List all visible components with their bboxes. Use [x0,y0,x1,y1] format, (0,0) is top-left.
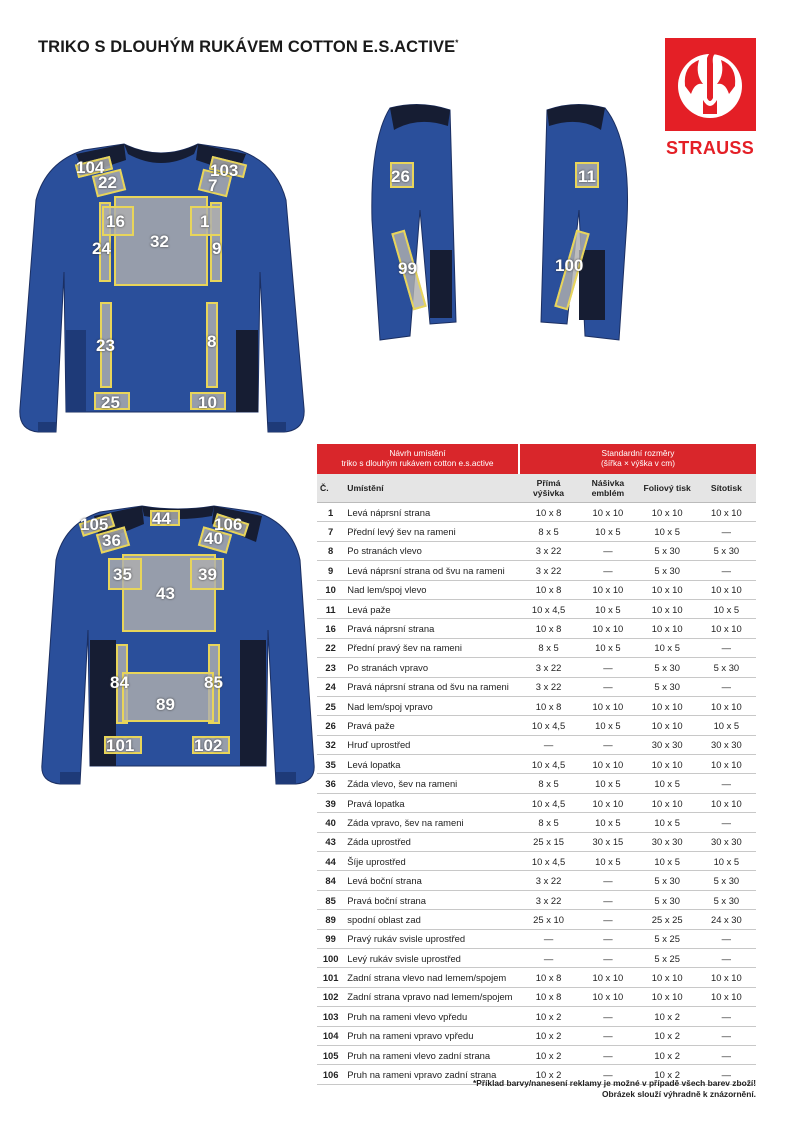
cell-embroidery: 10 x 2 [519,1007,578,1026]
cell-foil: 10 x 10 [638,503,697,522]
cell-location: Záda vlevo, šev na rameni [344,774,519,793]
cell-embroidery: 10 x 8 [519,987,578,1006]
cell-foil: 10 x 10 [638,599,697,618]
cell-no: 1 [317,503,344,522]
cell-embroidery: 10 x 4,5 [519,755,578,774]
cell-screen: — [697,522,756,541]
label-84: 84 [110,673,129,692]
table-row [317,677,756,696]
cell-patch: — [578,658,637,677]
header-sizes-line2: (šířka × výška v cm) [600,458,675,468]
cell-screen: 10 x 10 [697,968,756,987]
table-row [317,658,756,677]
table-row [317,793,756,812]
footnote-line-2: Obrázek slouží výhradně k znázornění. [601,1089,756,1100]
placement-size-table [317,444,756,1085]
cell-screen: — [697,1045,756,1064]
cell-foil: 10 x 2 [638,1007,697,1026]
label-39: 39 [198,565,217,584]
cell-foil: 10 x 5 [638,522,697,541]
cell-foil: 30 x 30 [638,832,697,851]
cell-location: Nad lem/spoj vpravo [344,696,519,715]
page-title: TRIKO S DLOUHÝM RUKÁVEM COTTON E.S.ACTIVE* [38,38,459,56]
cell-patch: 10 x 5 [578,599,637,618]
cell-screen: — [697,813,756,832]
cell-screen: 10 x 10 [697,503,756,522]
table-row [317,987,756,1006]
cell-no: 103 [317,1007,344,1026]
cell-foil: 10 x 10 [638,793,697,812]
label-8: 8 [207,332,217,351]
cell-screen: 10 x 10 [697,619,756,638]
cell-embroidery: 3 x 22 [519,677,578,696]
cell-foil: 5 x 30 [638,658,697,677]
label-43: 43 [156,584,175,603]
cell-embroidery: 10 x 8 [519,503,578,522]
cell-no: 84 [317,871,344,890]
cell-no: 8 [317,541,344,560]
table-row [317,522,756,541]
cell-location: Přední pravý šev na rameni [344,638,519,657]
cell-patch: 10 x 10 [578,987,637,1006]
cell-screen: 5 x 30 [697,871,756,890]
cell-no: 11 [317,599,344,618]
cell-patch: 10 x 10 [578,968,637,987]
cell-embroidery: 8 x 5 [519,813,578,832]
label-23: 23 [96,336,115,355]
cell-location: Pruh na rameni vpravo zadní strana [344,1065,519,1084]
cell-screen: 10 x 10 [697,580,756,599]
cell-foil: 30 x 30 [638,735,697,754]
cell-foil: 25 x 25 [638,910,697,929]
cell-embroidery: 10 x 8 [519,619,578,638]
cell-no: 9 [317,561,344,580]
cell-patch: — [578,871,637,890]
footnote-line-1: *Příklad barvy/nanesení reklamy je možné v případě všech barev zboží! [472,1078,756,1088]
label-100: 100 [555,256,584,275]
cell-patch: — [578,541,637,560]
cell-no: 102 [317,987,344,1006]
label-7: 7 [208,176,218,195]
cell-embroidery: 10 x 2 [519,1045,578,1064]
shirt-side-left-image [535,100,635,345]
cell-location: Pravá lopatka [344,793,519,812]
cell-foil: 10 x 10 [638,968,697,987]
cell-foil: 10 x 5 [638,638,697,657]
table-row [317,561,756,580]
table-row [317,910,756,929]
table-row [317,755,756,774]
cell-foil: 5 x 30 [638,541,697,560]
col-header-screen: Sítotisk [697,474,756,503]
cell-patch: 10 x 5 [578,638,637,657]
cell-foil: 5 x 30 [638,871,697,890]
cell-no: 10 [317,580,344,599]
table-row [317,1045,756,1064]
label-35: 35 [113,565,132,584]
table-row [317,832,756,851]
cell-patch: — [578,1065,637,1084]
cell-embroidery: 8 x 5 [519,774,578,793]
cell-no: 40 [317,813,344,832]
col-header-patch [578,474,637,503]
cell-location: Levý rukáv svisle uprostřed [344,948,519,967]
cell-patch: 30 x 15 [578,832,637,851]
table-row [317,871,756,890]
cell-foil: 10 x 5 [638,813,697,832]
cell-no: 26 [317,716,344,735]
cell-location: Přední levý šev na rameni [344,522,519,541]
cell-no: 89 [317,910,344,929]
cell-embroidery: 10 x 4,5 [519,716,578,735]
cell-embroidery: 3 x 22 [519,890,578,909]
cell-screen: — [697,774,756,793]
cell-patch: — [578,1007,637,1026]
table-row [317,774,756,793]
cell-patch: — [578,735,637,754]
cell-patch: 10 x 5 [578,522,637,541]
cell-embroidery: 10 x 4,5 [519,793,578,812]
cell-patch: 10 x 10 [578,503,637,522]
cell-embroidery: 25 x 10 [519,910,578,929]
header-sizes-line1: Standardní rozměry [601,448,675,459]
cell-no: 104 [317,1026,344,1045]
cell-patch: — [578,677,637,696]
table-row [317,968,756,987]
cell-embroidery: — [519,948,578,967]
brand-name: STRAUSS [665,138,755,158]
cell-location: Zadní strana vpravo nad lemem/spojem [344,987,519,1006]
table-row [317,852,756,871]
cell-patch: — [578,948,637,967]
table-row [317,1026,756,1045]
cell-patch: — [578,910,637,929]
cell-patch: 10 x 5 [578,852,637,871]
cell-location: Nad lem/spoj vlevo [344,580,519,599]
header-placement-line1: Návrh umístění [389,448,446,459]
cell-patch: — [578,561,637,580]
header-placement-line2: triko s dlouhým rukávem cotton e.s.active [341,458,494,468]
cell-screen: 10 x 5 [697,716,756,735]
cell-location: Levá boční strana [344,871,519,890]
cell-no: 39 [317,793,344,812]
cell-embroidery: — [519,929,578,948]
cell-location: Pravý rukáv svisle uprostřed [344,929,519,948]
col-header-no: Č. [317,474,344,503]
cell-embroidery: 25 x 15 [519,832,578,851]
cell-location: Levá paže [344,599,519,618]
cell-location: Po stranách vlevo [344,541,519,560]
cell-location: Pravá paže [344,716,519,735]
shirt-side-view-left [535,100,635,345]
cell-embroidery: 3 x 22 [519,561,578,580]
cell-embroidery: 10 x 8 [519,580,578,599]
table-title-row [317,444,756,474]
cell-foil: 5 x 30 [638,677,697,696]
cell-no: 101 [317,968,344,987]
strauss-bird-icon [665,38,756,131]
cell-embroidery: 10 x 2 [519,1026,578,1045]
table-row [317,929,756,948]
table-row [317,503,756,522]
cell-patch: 10 x 5 [578,813,637,832]
table-row [317,948,756,967]
cell-no: 100 [317,948,344,967]
cell-location: Pravá náprsní strana [344,619,519,638]
cell-no: 105 [317,1045,344,1064]
cell-location: Pruh na rameni vlevo zadní strana [344,1045,519,1064]
cell-location: Pravá náprsní strana od švu na rameni [344,677,519,696]
cell-embroidery: — [519,735,578,754]
cell-no: 44 [317,852,344,871]
cell-no: 43 [317,832,344,851]
cell-foil: 10 x 10 [638,580,697,599]
table-row [317,890,756,909]
table-row [317,696,756,715]
header-standard-sizes [519,444,756,474]
cell-foil: 10 x 10 [638,619,697,638]
cell-foil: 5 x 25 [638,929,697,948]
cell-embroidery: 3 x 22 [519,658,578,677]
cell-no: 85 [317,890,344,909]
table-row [317,1007,756,1026]
label-44: 44 [152,509,171,528]
cell-no: 32 [317,735,344,754]
label-22: 22 [98,173,117,192]
cell-screen: 30 x 30 [697,832,756,851]
cell-no: 106 [317,1065,344,1084]
cell-location: Pruh na rameni vlevo vpředu [344,1007,519,1026]
cell-embroidery: 8 x 5 [519,522,578,541]
label-16: 16 [106,212,125,231]
col-embroidery-line1: Přímá [536,478,561,488]
col-patch-line2: emblém [591,488,625,498]
cell-foil: 5 x 30 [638,890,697,909]
table-row [317,619,756,638]
cell-embroidery: 10 x 8 [519,696,578,715]
table-row [317,716,756,735]
cell-foil: 10 x 5 [638,774,697,793]
label-104: 104 [76,158,105,177]
cell-screen: 10 x 10 [697,987,756,1006]
cell-patch: 10 x 10 [578,619,637,638]
col-header-location: Umístění [344,474,519,503]
cell-no: 23 [317,658,344,677]
cell-embroidery: 10 x 8 [519,968,578,987]
cell-screen: — [697,1007,756,1026]
cell-no: 25 [317,696,344,715]
cell-patch: 10 x 10 [578,696,637,715]
label-106: 106 [214,515,243,534]
cell-embroidery: 10 x 4,5 [519,599,578,618]
label-1: 1 [200,212,210,231]
label-9: 9 [212,239,222,258]
cell-screen: 5 x 30 [697,890,756,909]
table-column-header-row [317,474,756,503]
label-11: 11 [578,167,596,186]
label-10: 10 [198,393,217,412]
cell-patch: 10 x 5 [578,774,637,793]
label-105: 105 [80,515,109,534]
cell-no: 35 [317,755,344,774]
cell-foil: 10 x 2 [638,1065,697,1084]
cell-patch: — [578,1026,637,1045]
table-row [317,638,756,657]
label-25: 25 [101,393,120,412]
label-85: 85 [204,673,223,692]
cell-patch: 10 x 10 [578,580,637,599]
cell-location: Levá náprsní strana [344,503,519,522]
cell-foil: 10 x 10 [638,755,697,774]
label-24: 24 [92,239,111,258]
table-row [317,599,756,618]
cell-location: Zadní strana vlevo nad lemem/spojem [344,968,519,987]
cell-foil: 5 x 25 [638,948,697,967]
col-patch-line1: Nášivka [591,478,625,488]
label-102: 102 [194,736,223,755]
cell-foil: 10 x 10 [638,696,697,715]
col-embroidery-line2: výšivka [533,488,565,498]
cell-screen: 5 x 30 [697,658,756,677]
cell-location: Pravá boční strana [344,890,519,909]
col-header-foil: Foliový tisk [638,474,697,503]
cell-patch: 10 x 10 [578,793,637,812]
cell-screen: — [697,638,756,657]
cell-no: 22 [317,638,344,657]
label-32: 32 [150,232,169,251]
cell-foil: 5 x 30 [638,561,697,580]
footnote [473,1078,756,1101]
header-placement [317,444,519,474]
cell-screen: — [697,948,756,967]
cell-foil: 10 x 10 [638,716,697,735]
cell-screen: 30 x 30 [697,735,756,754]
cell-screen: 10 x 5 [697,599,756,618]
cell-screen: — [697,1065,756,1084]
shirt-side-right-image [360,100,460,345]
table-row [317,541,756,560]
cell-no: 99 [317,929,344,948]
cell-location: Hruď uprostřed [344,735,519,754]
table-row [317,813,756,832]
cell-embroidery: 8 x 5 [519,638,578,657]
cell-patch: — [578,890,637,909]
cell-location: Levá lopatka [344,755,519,774]
shirt-back-image [38,500,318,790]
cell-patch: — [578,1045,637,1064]
label-36: 36 [102,531,121,550]
cell-screen: 5 x 30 [697,541,756,560]
cell-screen: — [697,1026,756,1045]
cell-screen: 10 x 10 [697,755,756,774]
cell-embroidery: 3 x 22 [519,871,578,890]
cell-location: spodní oblast zad [344,910,519,929]
label-26: 26 [391,167,410,186]
shirt-back-view [38,500,318,790]
table-row [317,580,756,599]
cell-screen: 10 x 10 [697,793,756,812]
shirt-side-view-right [360,100,460,345]
cell-screen: — [697,561,756,580]
cell-embroidery: 3 x 22 [519,541,578,560]
cell-patch: 10 x 10 [578,755,637,774]
cell-screen: — [697,929,756,948]
label-89: 89 [156,695,175,714]
table-body [317,503,756,1085]
cell-no: 36 [317,774,344,793]
cell-no: 16 [317,619,344,638]
label-99: 99 [398,259,417,278]
cell-location: Šíje uprostřed [344,852,519,871]
cell-no: 7 [317,522,344,541]
label-103: 103 [210,161,239,180]
cell-screen: 10 x 10 [697,696,756,715]
cell-patch: 10 x 5 [578,716,637,735]
brand-logo [665,38,756,131]
cell-foil: 10 x 2 [638,1045,697,1064]
cell-location: Po stranách vpravo [344,658,519,677]
cell-foil: 10 x 10 [638,987,697,1006]
cell-embroidery: 10 x 2 [519,1065,578,1084]
cell-no: 24 [317,677,344,696]
shirt-front-image [14,140,309,440]
table-row [317,735,756,754]
cell-location: Záda vpravo, šev na rameni [344,813,519,832]
cell-foil: 10 x 2 [638,1026,697,1045]
cell-foil: 10 x 5 [638,852,697,871]
cell-patch: — [578,929,637,948]
col-header-embroidery [519,474,578,503]
cell-location: Záda uprostřed [344,832,519,851]
cell-location: Pruh na rameni vpravo vpředu [344,1026,519,1045]
cell-screen: 24 x 30 [697,910,756,929]
cell-embroidery: 10 x 4,5 [519,852,578,871]
label-40: 40 [204,529,223,548]
label-101: 101 [106,736,135,755]
cell-screen: 10 x 5 [697,852,756,871]
cell-location: Levá náprsní strana od švu na rameni [344,561,519,580]
shirt-front-view [14,140,309,440]
cell-screen: — [697,677,756,696]
